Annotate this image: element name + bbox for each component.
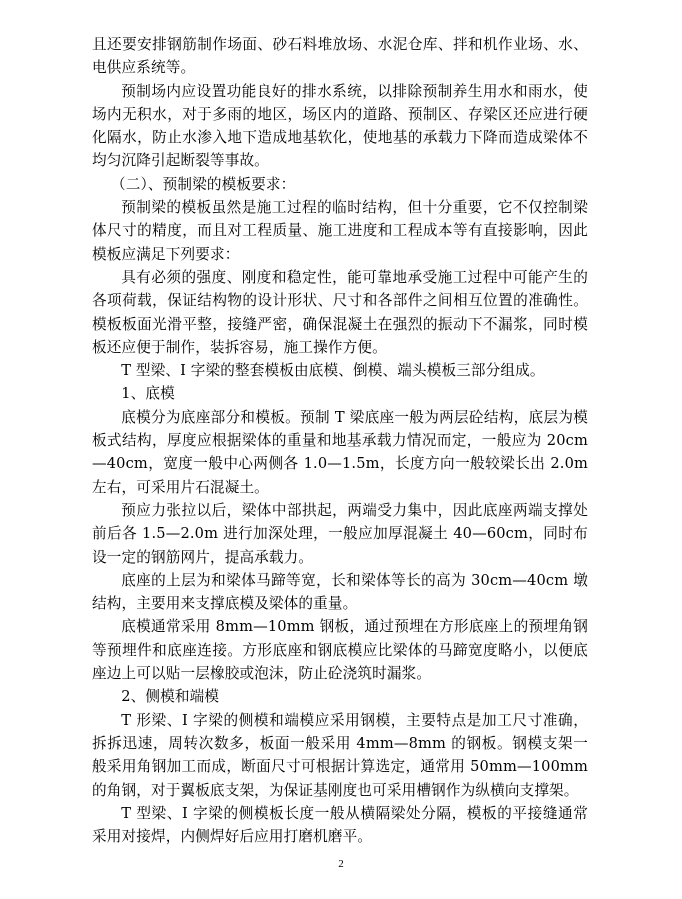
- subheading-side-end-forms: 2、侧模和端模: [121, 688, 220, 706]
- document-body: [92, 33, 588, 848]
- page-number: 2: [338, 858, 344, 870]
- section-heading-formwork: （二）、预制梁的模板要求：: [110, 175, 296, 193]
- subheading-bottom-form: 1、底模: [121, 385, 175, 403]
- paragraph-7: 预应力张拉以后，梁体中部拱起，两端受力集中，因此底座两端支撑处前后各 1.5—2.0m 进行加深处理，一般应加厚混凝土 40—60cm，同时布设一定的钢筋网片，提高承载力。: [92, 501, 588, 566]
- paragraph-2: 预制场内应设置功能良好的排水系统，以排除预制养生用水和雨水，使场内无积水，对于多雨的地区，场区内的道路、预制区、存梁区还应进行硬化隔水，防止水渗入地下造成地基软化，使地基的承载力下降而造成梁体不均匀沉降引起断裂等事故。: [92, 82, 588, 170]
- paragraph-11: T 型梁、I 字梁的侧模板长度一般从横隔梁处分隔，模板的平接缝通常采用对接焊，内侧焊好后应用打磨机磨平。: [92, 804, 588, 846]
- paragraph-3: 预制梁的模板虽然是施工过程的临时结构，但十分重要，它不仅控制梁体尺寸的精度，而且对工程质量、施工进度和工程成本等有直接影响，因此模板应满足下列要求：: [92, 199, 588, 263]
- paragraph-9: 底模通常采用 8mm—10mm 钢板，通过预埋在方形底座上的预埋角钢等预埋件和底座连接。方形底座和钢底模应比梁体的马蹄宽度略小，以便底座边上可以贴一层橡胶或泡沫，防止砼浇筑时漏浆。: [92, 618, 588, 683]
- paragraph-1: 且还要安排钢筋制作场面、砂石料堆放场、水泥仓库、拌和机作业场、水、电供应系统等。: [92, 36, 588, 77]
- paragraph-10: T 形梁、I 字梁的侧模和端模应采用钢模，主要特点是加工尺寸准确，拆拆迅速，周转次数多，板面一般采用 4mm—8mm 的钢板。钢模支架一般采用角钢加工而成，断面尺寸可根据计算选定，通常用 50mm—100mm 的角钢，对于翼板底支架，为保证基刚度也可采用槽钢作为纵横向支撑架。: [92, 711, 588, 799]
- paragraph-4: 具有必须的强度、刚度和稳定性，能可靠地承受施工过程中可能产生的各项荷载，保证结构物的设计形状、尺寸和各部件之间相互位置的准确性。模板板面光滑平整，接缝严密，确保混凝土在强烈的振动下不漏浆，同时模板还应便于制作，装拆容易，施工操作方便。: [92, 268, 588, 356]
- paragraph-5: T 型梁、I 字梁的整套模板由底模、倒模、端头模板三部分组成。: [121, 362, 545, 380]
- paragraph-8: 底座的上层为和梁体马蹄等宽，长和梁体等长的高为 30cm—40cm 墩结构，主要用来支撑底模及梁体的重量。: [92, 571, 588, 613]
- paragraph-6: 底模分为底座部分和模板。预制 T 梁底座一般为两层砼结构，底层为模板式结构，厚度应根据梁体的重量和地基承载力情况而定，一般应为 20cm—40cm，宽度一般中心两侧各 1.0—1.5m，长度方向一般较梁长出 2.0m 左右，可采用片石混凝土。: [92, 408, 588, 496]
